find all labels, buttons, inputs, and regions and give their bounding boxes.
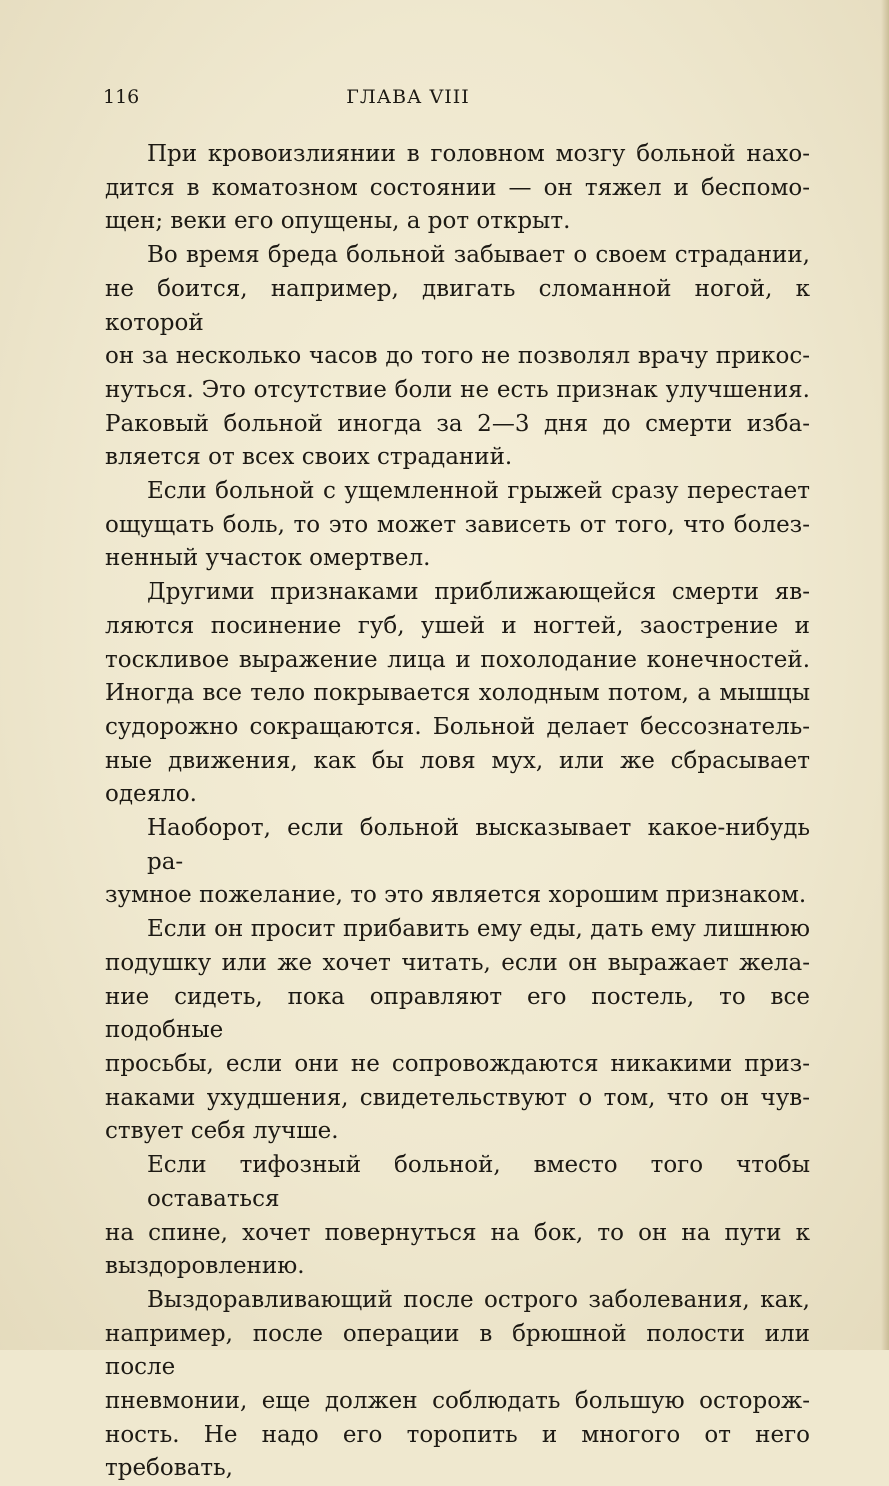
text-line: на спине, хочет повернуться на бок, то он на пути к — [105, 1219, 810, 1246]
text-line: зумное пожелание, то это является хорошим признаком. — [105, 882, 807, 909]
paragraph — [105, 1284, 810, 1486]
paragraph — [105, 1149, 810, 1284]
text-line: судорожно сокращаются. Больной делает бессознатель- — [105, 713, 810, 740]
text-line: выздоровлению. — [105, 1253, 305, 1280]
text-line: просьбы, если они не сопровождаются никакими приз- — [105, 1050, 810, 1077]
text-line: не боится, например, двигать сломанной ногой, к которой — [105, 275, 810, 336]
text-line: Если тифозный больной, вместо того чтобы оставаться — [147, 1152, 810, 1212]
text-line: ность. Не надо его торопить и многого от него требовать, — [105, 1421, 810, 1482]
paragraph — [105, 239, 810, 475]
text-line: ляются посинение губ, ушей и ногтей, заострение и — [105, 612, 810, 639]
text-line: одеяло. — [105, 781, 197, 808]
page-edge-shadow — [881, 0, 889, 1350]
text-line: дится в коматозном состоянии — он тяжел и беспомо- — [105, 174, 810, 201]
running-head — [103, 86, 810, 116]
text-line: пневмонии, еще должен соблюдать большую осторож- — [105, 1388, 810, 1415]
paragraph — [105, 138, 810, 239]
body-text — [105, 138, 810, 1486]
text-line: подушку или же хочет читать, если он выражает жела- — [105, 949, 810, 976]
paragraph — [105, 475, 810, 576]
text-line: тоскливое выражение лица и похолодание конечностей. — [105, 646, 810, 673]
text-line: Другими признаками приближающейся смерти яв- — [147, 579, 810, 606]
page-number: 116 — [103, 86, 140, 108]
text-line: ные движения, как бы ловя мух, или же сбрасывает — [105, 747, 810, 774]
text-line: он за несколько часов до того не позволял врачу прикос- — [105, 343, 810, 370]
text-line: Во время бреда больной забывает о своем страдании, — [147, 242, 810, 269]
text-line: Выздоравливающий после острого заболевания, как, — [147, 1286, 810, 1313]
text-line: Раковый больной иногда за 2—3 дня до смерти изба- — [105, 410, 810, 437]
text-line: ние сидеть, пока оправляют его постель, то все подобные — [105, 983, 810, 1044]
text-line: например, после операции в брюшной полости или после — [105, 1320, 810, 1381]
text-line: Иногда все тело покрывается холодным потом, а мышцы — [105, 680, 810, 707]
paragraph — [105, 576, 810, 812]
text-line: нуться. Это отсутствие боли не есть признак улучшения. — [105, 376, 810, 403]
text-line: ощущать боль, то это может зависеть от того, что болез- — [105, 511, 810, 538]
text-line: При кровоизлиянии в головном мозгу больной нахо- — [147, 141, 810, 167]
text-line: вляется от всех своих страданий. — [105, 444, 513, 471]
text-line: наками ухудшения, свидетельствуют о том, что он чув- — [105, 1084, 810, 1111]
paragraph — [105, 913, 810, 1149]
paragraph — [105, 812, 810, 913]
text-line: Наоборот, если больной высказывает какое-нибудь ра- — [147, 815, 810, 875]
text-line: ствует себя лучше. — [105, 1118, 339, 1145]
text-line: ненный участок омертвел. — [105, 545, 431, 572]
text-line: Если больной с ущемленной грыжей сразу перестает — [147, 478, 810, 505]
text-line: щен; веки его опущены, а рот открыт. — [105, 208, 571, 235]
text-line: Если он просит прибавить ему еды, дать ему лишнюю — [147, 916, 810, 943]
chapter-title: ГЛАВА VIII — [346, 86, 470, 108]
